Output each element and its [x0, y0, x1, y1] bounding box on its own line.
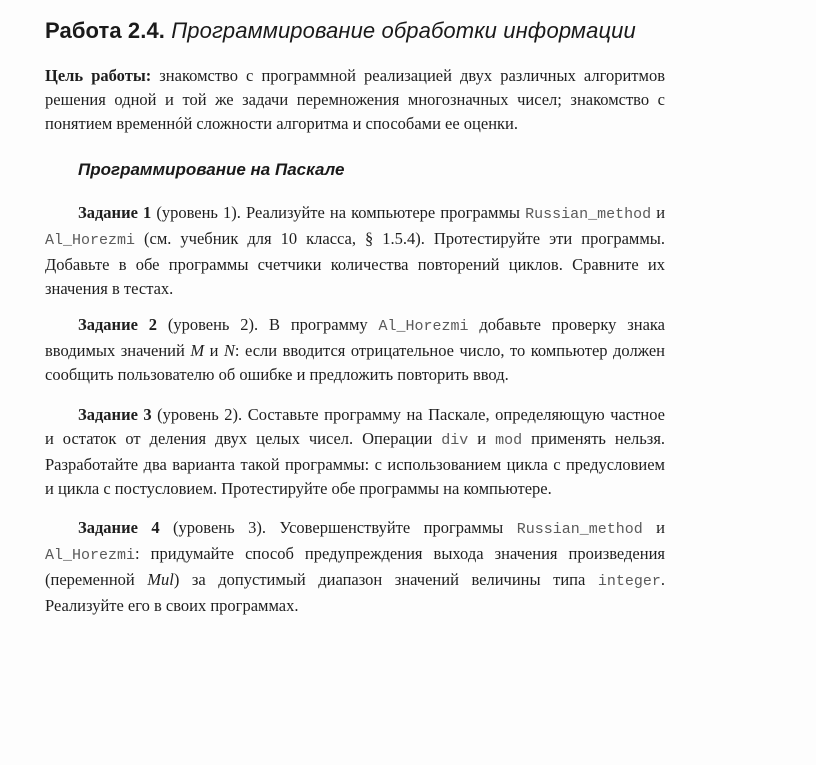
code-mod: mod — [495, 432, 523, 449]
task-1 — [45, 201, 665, 301]
task-4 — [45, 516, 665, 618]
code-al-horezmi: Al_Horezmi — [45, 547, 136, 564]
goal-paragraph — [45, 64, 665, 136]
task-2-label: Задание 2 — [78, 315, 157, 334]
task-2-text-d: : если вводится отрицательное число, то компьютер должен сообщить пользователю об ошибке и предложить повторить ввод. — [45, 341, 666, 384]
variable-m: M — [190, 341, 205, 360]
task-2-text-b: добавьте проверку знака вводимых значений — [45, 315, 666, 360]
task-4-text-d: ) за допустимый диапазон значений величины типа — [173, 570, 586, 589]
variable-mul: Mul — [147, 570, 174, 589]
task-4-text-c: : придумайте способ предупреждения выхода значения произведения (переменной — [45, 544, 665, 589]
task-3-text-b: и — [477, 429, 487, 448]
task-3-level: (уровень 2). — [157, 405, 243, 424]
task-4-label: Задание 4 — [78, 518, 160, 537]
task-4-level: (уровень 3). — [173, 518, 266, 537]
work-title: Программирование обработки информации — [171, 18, 636, 43]
task-1-text-a: Реализуйте на компьютере программы — [246, 203, 520, 222]
task-1-label: Задание 1 — [78, 203, 152, 222]
task-3 — [45, 403, 665, 501]
section-heading: Программирование на Паскале — [78, 160, 345, 179]
task-4-text-b: и — [656, 518, 666, 537]
task-2-level: (уровень 2). — [167, 315, 259, 334]
task-3-text-c: применять нельзя. Разработайте два варианта такой программы: с использованием цикла с предусловием и цикла с постусловием. Протестируйте обе программы на компьютере. — [45, 429, 666, 498]
task-2-text-c: и — [209, 341, 219, 360]
task-3-text-a: Составьте программу на Паскале, определяющую частное и остаток от деления двух целых чисел. Операции — [45, 405, 665, 448]
code-al-horezmi: Al_Horezmi — [378, 318, 469, 335]
work-number: Работа 2.4. — [45, 18, 166, 43]
code-integer: integer — [597, 573, 661, 590]
task-1-text-b: и — [656, 203, 666, 222]
task-1-text-c: (см. учебник для 10 класса, § 1.5.4). Протестируйте эти программы. Добавьте в обе программы счетчики количества повторений циклов. Сравните их значения в тестах. — [45, 229, 665, 298]
task-2 — [45, 313, 665, 387]
goal-label: Цель работы: — [45, 66, 152, 85]
page-title — [45, 18, 636, 44]
task-3-label: Задание 3 — [78, 405, 152, 424]
task-2-text-a: В программу — [269, 315, 368, 334]
goal-text: знакомство с программной реализацией двух различных алгоритмов решения одной и той же задачи перемножения многозначных чисел; знакомство с понятием временнóй сложности алгоритма и способами ее оценки. — [45, 66, 666, 133]
task-4-text-a: Усовершенствуйте программы — [279, 518, 504, 537]
variable-n: N — [223, 341, 235, 360]
code-al-horezmi: Al_Horezmi — [45, 232, 136, 249]
task-1-level: (уровень 1). — [156, 203, 241, 222]
code-russian-method: Russian_method — [516, 521, 643, 538]
task-4-text-e: . Реализуйте его в своих программах. — [45, 570, 666, 615]
code-div: div — [441, 432, 469, 449]
code-russian-method: Russian_method — [525, 206, 652, 223]
